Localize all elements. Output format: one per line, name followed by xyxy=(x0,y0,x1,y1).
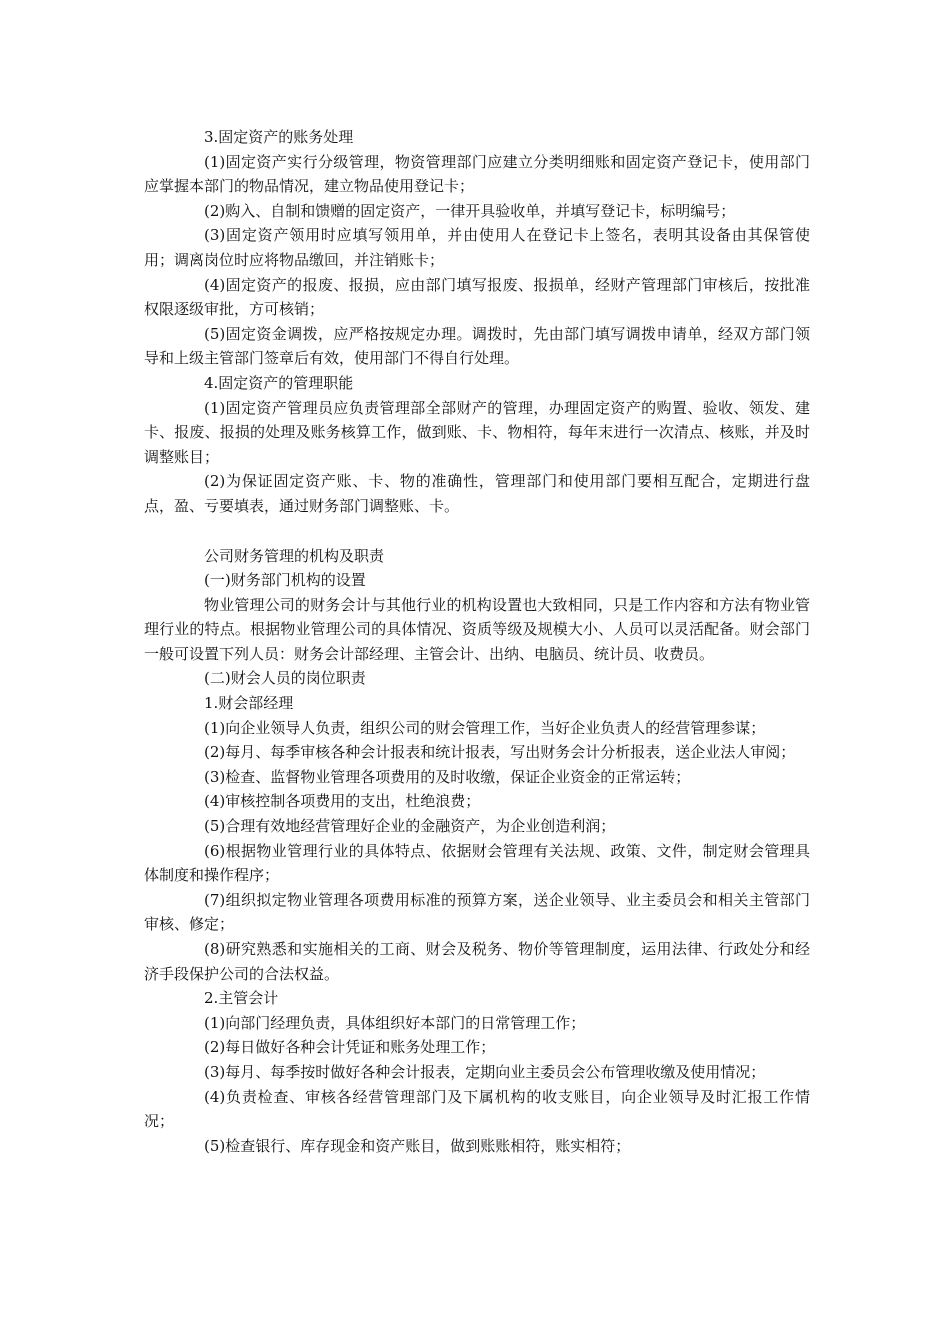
list-item: (5)固定资金调拨，应严格按规定办理。调拨时，先由部门填写调拨申请单，经双方部门领导和上级主管部门签章后有效，使用部门不得自行处理。 xyxy=(144,324,810,368)
list-item: (1)向企业领导人负责，组织公司的财会管理工作，当好企业负责人的经营管理参谋； xyxy=(204,718,766,737)
list-item: (1)固定资产管理员应负责管理部全部财产的管理，办理固定资产的购置、验收、领发、建卡、报废、报损的处理及账务核算工作，做到账、卡、物相符，每年末进行一次清点、核账，并及时调整账目； xyxy=(144,398,810,466)
subsection-heading: (一)财务部门机构的设置 xyxy=(204,571,366,590)
body-paragraph: 物业管理公司的财务会计与其他行业的机构设置也大致相同，只是工作内容和方法有物业管理行业的特点。根据物业管理公司的具体情况、资质等级及规模大小、人员可以灵活配备。财会部门一般可设置下列人员：财务会计部经理、主管会计、出纳、电脑员、统计员、收费员。 xyxy=(144,595,810,663)
section-title: 公司财务管理的机构及职责 xyxy=(204,546,385,565)
document-page xyxy=(144,125,810,1158)
section-heading: 4.固定资产的管理职能 xyxy=(204,373,354,392)
list-item: (4)负责检查、审核各经营管理部门及下属机构的收支账目，向企业领导及时汇报工作情况； xyxy=(144,1087,810,1131)
subsection-heading: (二)财会人员的岗位职责 xyxy=(204,669,366,688)
role-heading: 2.主管会计 xyxy=(204,989,279,1008)
list-item: (6)根据物业管理行业的具体特点、依据财会管理有关法规、政策、文件，制定财会管理具体制度和操作程序； xyxy=(144,841,810,885)
list-item: (1)固定资产实行分级管理，物资管理部门应建立分类明细账和固定资产登记卡，使用部门应掌握本部门的物品情况，建立物品使用登记卡； xyxy=(144,152,810,196)
list-item: (2)每日做好各种会计凭证和账务处理工作； xyxy=(204,1038,496,1057)
list-item: (5)检查银行、库存现金和资产账目，做到账账相符，账实相符； xyxy=(204,1136,631,1155)
list-item: (2)购入、自制和馈赠的固定资产，一律开具验收单，并填写登记卡，标明编号； xyxy=(204,201,736,220)
list-item: (5)合理有效地经营管理好企业的金融资产，为企业创造利润； xyxy=(204,817,616,836)
section-gap xyxy=(144,519,810,544)
list-item: (4)审核控制各项费用的支出，杜绝浪费； xyxy=(204,792,481,811)
list-item: (4)固定资产的报废、报损，应由部门填写报废、报损单，经财产管理部门审核后，按批准权限逐级审批，方可核销； xyxy=(144,275,810,319)
list-item: (3)固定资产领用时应填写领用单，并由使用人在登记卡上签名，表明其设备由其保管使用；调离岗位时应将物品缴回，并注销账卡； xyxy=(144,226,810,269)
list-item: (2)每月、每季审核各种会计报表和统计报表，写出财务会计分析报表，送企业法人审阅； xyxy=(204,743,796,762)
list-item: (8)研究熟悉和实施相关的工商、财会及税务、物价等管理制度，运用法律、行政处分和经济手段保护公司的合法权益。 xyxy=(144,940,810,983)
list-item: (3)每月、每季按时做好各种会计报表，定期向业主委员会公布管理收缴及使用情况； xyxy=(204,1062,766,1081)
role-heading: 1.财会部经理 xyxy=(204,694,294,713)
list-item: (7)组织拟定物业管理各项费用标准的预算方案，送企业领导、业主委员会和相关主管部门审核、修定； xyxy=(144,890,810,934)
section-heading: 3.固定资产的账务处理 xyxy=(204,128,354,146)
list-item: (3)检查、监督物业管理各项费用的及时收缴，保证企业资金的正常运转； xyxy=(204,767,691,786)
list-item: (1)向部门经理负责，具体组织好本部门的日常管理工作； xyxy=(204,1013,586,1032)
list-item: (2)为保证固定资产账、卡、物的准确性，管理部门和使用部门要相互配合，定期进行盘点，盈、亏要填表，通过财务部门调整账、卡。 xyxy=(144,472,810,515)
